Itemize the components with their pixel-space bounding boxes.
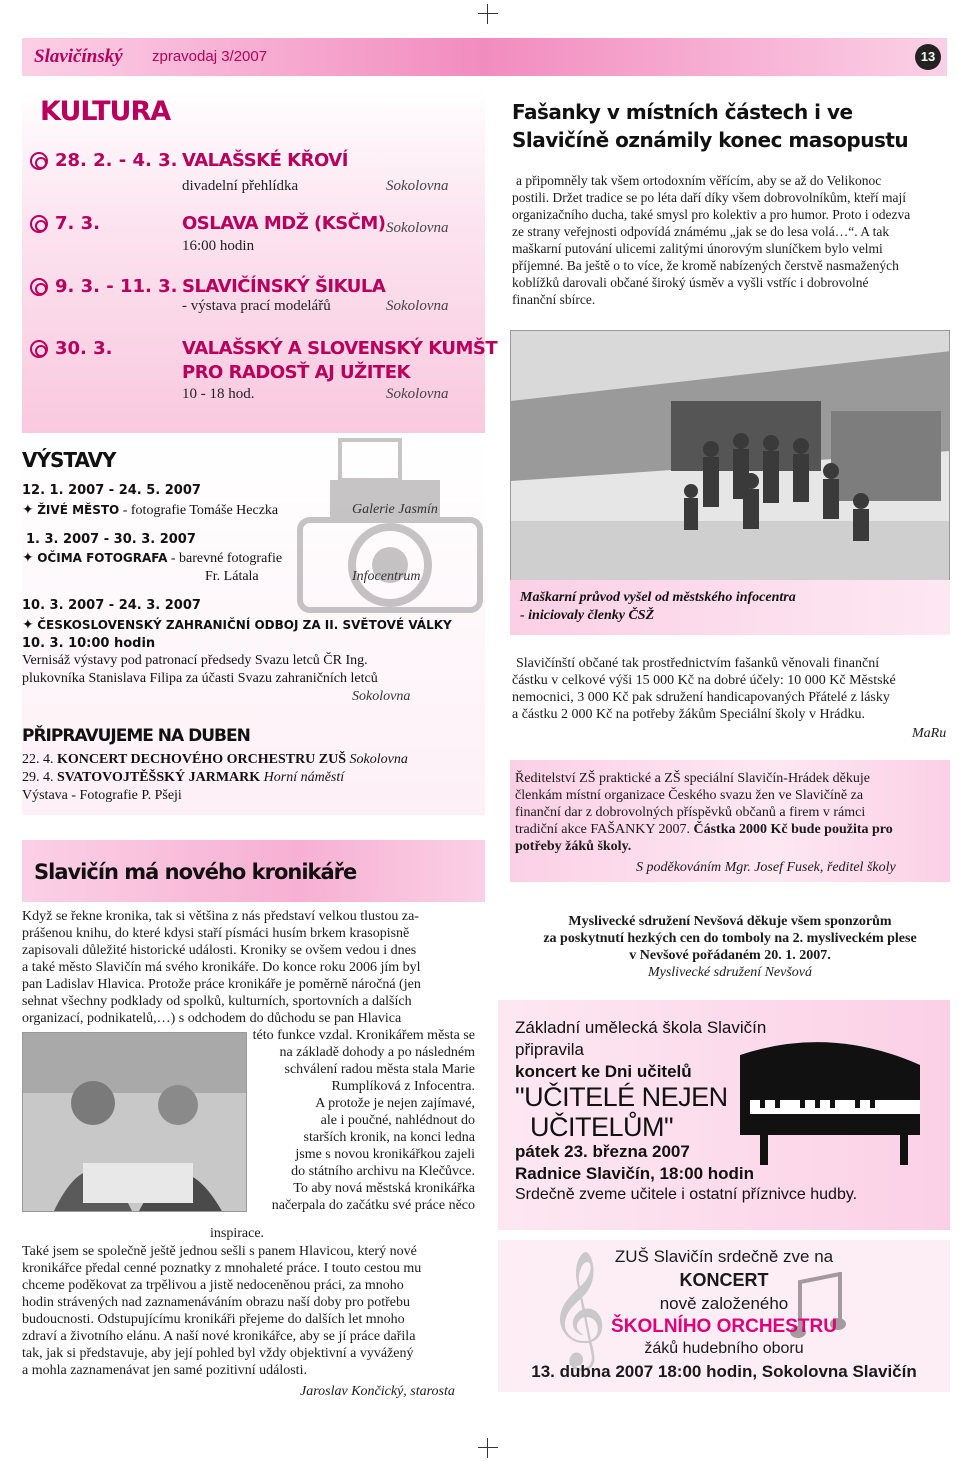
event-place: Sokolovna	[386, 178, 449, 194]
text-line: hodin strávených nad zaznamenáváním obrazu naší doby pro potřebu	[22, 1295, 410, 1310]
text-line: v Nevšové pořádaném 20. 1. 2007.	[629, 948, 831, 963]
upcoming-date: 29. 4.	[22, 770, 54, 785]
text-line: nemocnici, 3 000 Kč pak sdružení handicapovaných Přátelé z lásky	[512, 690, 890, 705]
exhibit-place: Infocentrum	[352, 569, 421, 584]
piano-icon	[720, 1025, 940, 1165]
zus-title2: UČITELŮM"	[530, 1112, 674, 1142]
photo-caption	[520, 589, 796, 625]
text-line: do státního archivu na Klečůvce.	[291, 1164, 475, 1179]
text-line: tak, jak si představuje, aby její pohled byl vždy objektivní a vyvážený	[22, 1346, 414, 1361]
exhibit-name: ČESKOSLOVENSKÝ ZAHRANIČNÍ ODBOJ ZA II. SVĚTOVÉ VÁLKY	[37, 618, 452, 632]
exhibit-line	[22, 617, 452, 634]
page-header	[22, 38, 947, 76]
zus-place: Radnice Slavičín, 18:00 hodin	[515, 1164, 755, 1183]
text-line: na základě dohody a po následném	[279, 1045, 475, 1060]
exhibit-date: 12. 1. 2007 - 24. 5. 2007	[22, 483, 201, 498]
text-line: načerpala do začátku své práce něco	[271, 1198, 475, 1213]
crop-mark-top	[478, 4, 498, 24]
header-issue: zpravodaj 3/2007	[152, 48, 268, 65]
orchestra-concert: KONCERT	[679, 1270, 769, 1290]
text-line: prášenou knihu, do které kdysi staří písmáci husím brkem krasopisně	[22, 926, 410, 941]
star-icon: ✦	[22, 551, 38, 566]
text-line: členkám místní organizace Českého svazu žen ve Slavičíně za	[515, 788, 864, 803]
text-line: Když se řekne kronika, tak si většina z nás představí velkou tlustou za-	[22, 909, 419, 924]
exhibit-desc2: plukovníka Stanislava Filipa za účasti Svazu zahraničních letců	[22, 671, 378, 686]
event-sub: 16:00 hodin	[182, 238, 255, 254]
text-line: finanční dar z dobrovolných příspěvků občanů a firem v rámci	[515, 805, 866, 820]
header-brand: Slavičínský	[34, 46, 123, 67]
upcoming-date: 22. 4.	[22, 752, 54, 767]
text-line: Také jsem se společně ještě jednou sešli s panem Hlavicou, který nové	[22, 1244, 417, 1259]
event-sub: divadelní přehlídka	[182, 178, 299, 194]
text-line: koblížků darovali občané široký úsměv a vyšli vstříc i dobrovolné	[512, 275, 869, 290]
text-line: A protože je nejen zajímavé,	[315, 1096, 475, 1111]
text-line: a také město Slavičín má svého kronikáře. Do konce roku 2006 jím byl	[22, 960, 421, 975]
text-line: zdraví a životního elánu. A naší nové kronikářce, aby se jí práce dařila	[22, 1329, 416, 1344]
orchestra-new: nově založeného	[659, 1294, 789, 1313]
crop-mark-bottom	[478, 1438, 498, 1458]
treble-clef-icon: 𝄞	[548, 1249, 608, 1366]
target-icon	[30, 340, 48, 358]
kultura-title: KULTURA	[40, 96, 171, 127]
event-place: Sokolovna	[386, 386, 449, 402]
target-icon	[30, 152, 48, 170]
upcoming-name: SVATOVOJTĚŠSKÝ JARMARK	[57, 770, 261, 785]
event-name: SLAVIČÍNSKÝ ŠIKULA	[182, 276, 386, 297]
text-line: této funkce vzdal. Kronikářem města se	[252, 1028, 475, 1043]
kronikar-signature: Jaroslav Končický, starosta	[300, 1384, 455, 1399]
exhibit-line	[22, 502, 278, 519]
event-date: 7. 3.	[55, 213, 100, 234]
text-line: a částku 2 000 Kč na potřeby žákům Speciální školy v Hrádku.	[512, 707, 866, 722]
caption-line: - iniciovaly členky ČSŽ	[520, 608, 655, 623]
exhibit-time: 10. 3. 10:00 hodin	[22, 636, 156, 651]
text-line: schválení radou města stala Marie	[284, 1062, 475, 1077]
pripravujeme-title: PŘIPRAVUJEME NA DUBEN	[22, 726, 250, 746]
target-icon	[30, 215, 48, 233]
upcoming-place: Sokolovna	[349, 752, 408, 767]
thanks-bold: Částka 2000 Kč bude použita pro	[693, 822, 893, 837]
thanks-signature: S poděkováním Mgr. Josef Fusek, ředitel školy	[636, 860, 896, 875]
exhibit-place: Sokolovna	[352, 689, 411, 704]
zus-title1: "UČITELÉ NEJEN	[515, 1082, 728, 1112]
event-sub: - výstava prací modelářů	[182, 298, 331, 314]
fasanky-body	[512, 172, 950, 308]
camera-icon	[290, 430, 490, 620]
text-line: za poskytnutí hezkých cen do tomboly na 2. mysliveckém plese	[543, 931, 917, 946]
zus-school: Základní umělecká škola Slavičín	[515, 1018, 767, 1037]
kronikar-title: Slavičín má nového kronikáře	[34, 860, 357, 884]
text-line: pan Ladislav Hlavica. Protože práce kronikáře je poměrně náročná (jen	[22, 977, 421, 992]
zus-date: pátek 23. března 2007	[515, 1142, 690, 1161]
zus-invite: Srdečně zveme učitele i ostatní příznivce hudby.	[515, 1186, 858, 1203]
text-line: To aby nová městská kronikářka	[293, 1181, 475, 1196]
star-icon: ✦	[22, 618, 38, 633]
event-name: VALAŠSKÉ KŘOVÍ	[182, 150, 348, 171]
event-date: 28. 2. - 4. 3.	[55, 150, 178, 171]
zus-concert: koncert ke Dni učitelů	[515, 1062, 692, 1081]
text-line: jsme s novou kronikářkou zajeli	[295, 1147, 475, 1162]
masopust-photo-image	[511, 331, 950, 582]
star-icon: ✦	[22, 503, 38, 518]
vystavy-title: VÝSTAVY	[22, 448, 116, 472]
text-line: a mohla zaznamenávat jen samé pozitivní události.	[22, 1363, 307, 1378]
text-line: inspirace.	[210, 1226, 265, 1241]
hunters-signature: Myslivecké sdružení Nevšová	[647, 965, 813, 980]
exhibit-date: 1. 3. 2007 - 30. 3. 2007	[26, 532, 196, 547]
text-line: Rumplíková z Infocentra.	[331, 1079, 475, 1094]
upcoming-place: Horní náměstí	[263, 770, 345, 785]
masopust-photo	[510, 330, 950, 582]
text-line: Myslivecké sdružení Nevšová děkuje všem sponzorům	[568, 914, 892, 929]
event-name: OSLAVA MDŽ (KSČM)	[182, 213, 386, 234]
target-icon	[30, 278, 48, 296]
text-line: budoucnosti. Odstupujícímu kronikáři přejeme do dalších let mnoho	[22, 1312, 405, 1327]
exhibit-place: Galerie Jasmín	[352, 502, 438, 517]
text-line: částku v celkové výši 15 000 Kč na dobré účely: 10 000 Kč Městské	[512, 673, 896, 688]
event-name-line2: PRO RADOSŤ AJ UŽITEK	[182, 362, 410, 383]
thanks-plain: tradiční akce FAŠANKY 2007.	[515, 822, 694, 837]
text-line: ze strany veřejnosti odpovídá známému „jak se do lesa volá…“. A tak	[512, 224, 890, 239]
text-line: ale i poučné, nahlédnout do	[320, 1113, 475, 1128]
fasanky-title: Fašanky v místních částech i ve Slavičíně oznámily konec masopustu	[512, 100, 909, 152]
orchestra-date: 13. dubna 2007 18:00 hodin, Sokolovna Slavičín	[531, 1362, 917, 1381]
kronikar-tail	[22, 1243, 474, 1379]
hunters-text	[510, 913, 950, 981]
text-line: Slavičínští občané tak prostřednictvím fašanků věnovali finanční	[516, 656, 880, 671]
text-line: zapisovali důležité historické události. Kroniky se ovšem vedou i dnes	[22, 943, 417, 958]
text-line: postili. Držet tradice se po léta daří díky všem dobrovolníkům, kteří mají	[512, 190, 907, 205]
orchestra-invite: ZUŠ Slavičín srdečně zve na	[614, 1247, 834, 1266]
text-line: sehnat všechny podklady od spolků, kulturních, sportovních a dalších	[22, 994, 412, 1009]
orchestra-students: žáků hudebního oboru	[644, 1340, 804, 1357]
kronikar-intro	[22, 908, 474, 1027]
upcoming-item	[22, 770, 344, 786]
kronikar-wrap	[200, 1027, 475, 1214]
exhibit-desc2: Fr. Látala	[205, 569, 259, 584]
event-name: VALAŠSKÝ A SLOVENSKÝ KUMŠT	[182, 338, 498, 359]
caption-line: Maškarní průvod vyšel od městského infocentra	[520, 590, 796, 605]
exhibit-line	[22, 550, 282, 567]
text-line	[515, 838, 945, 855]
orchestra-name: ŠKOLNÍHO ORCHESTRU	[611, 1316, 837, 1337]
text-line: příjemné. Ba ještě o to více, že kromě nabízených čerstvě nasmažených	[512, 258, 899, 273]
text-line: chceme poděkovat za trpělivou a jistě nedoceněnou práci, za mnoho	[22, 1278, 404, 1293]
exhibit-date: 10. 3. 2007 - 24. 3. 2007	[22, 598, 201, 613]
event-date: 30. 3.	[55, 338, 113, 359]
event-place: Sokolovna	[386, 298, 449, 314]
fasanky-signature: MaRu	[912, 726, 947, 741]
text-line: organizací, podnikatelů,…) s odchodem do důchodu se pan Hlavica	[22, 1011, 402, 1026]
exhibit-name: OČIMA FOTOGRAFA	[37, 551, 168, 565]
event-sub: 10 - 18 hod.	[182, 386, 255, 402]
text-line: organizačního ducha, také smysl pro kolektiv a pro humor. Proto i odezva	[512, 207, 911, 222]
thanks-bold2: potřeby žáků školy.	[515, 839, 632, 854]
text-line: finanční sbírce.	[512, 292, 596, 307]
exhibit-desc: Vernisáž výstavy pod patronací předsedy Svazu letců ČR Ing.	[22, 653, 368, 668]
thanks-text	[515, 770, 945, 855]
text-line: Ředitelství ZŠ praktické a ZŠ speciální Slavičín-Hrádek děkuje	[515, 771, 870, 786]
text-line: a připomněly tak všem ortodoxním věřícím, aby se až do Velikonoc	[516, 173, 882, 188]
exhibit-desc: - fotografie Tomáše Heczka	[119, 503, 279, 518]
text-line	[515, 821, 945, 838]
exhibit-name: ŽIVÉ MĚSTO	[37, 503, 120, 517]
upcoming-extra: Výstava - Fotografie P. Pšeji	[22, 788, 182, 803]
text-line: starších kronik, na konci ledna	[303, 1130, 475, 1145]
text-line: maškarní putování ulicemi zalitými únorovým sluníčkem bylo velmi	[512, 241, 883, 256]
fasanky-para2	[512, 655, 950, 723]
event-date: 9. 3. - 11. 3.	[55, 276, 178, 297]
zus-prepared: připravila	[515, 1040, 584, 1059]
exhibit-desc: - barevné fotografie	[167, 551, 283, 566]
page-number: 13	[915, 44, 941, 70]
upcoming-name: KONCERT DECHOVÉHO ORCHESTRU ZUŠ	[57, 752, 347, 767]
event-place: Sokolovna	[386, 220, 449, 236]
upcoming-item	[22, 752, 408, 768]
text-line: kronikářce předal cenné poznatky z mnohaleté práce. I touto cestou mu	[22, 1261, 422, 1276]
